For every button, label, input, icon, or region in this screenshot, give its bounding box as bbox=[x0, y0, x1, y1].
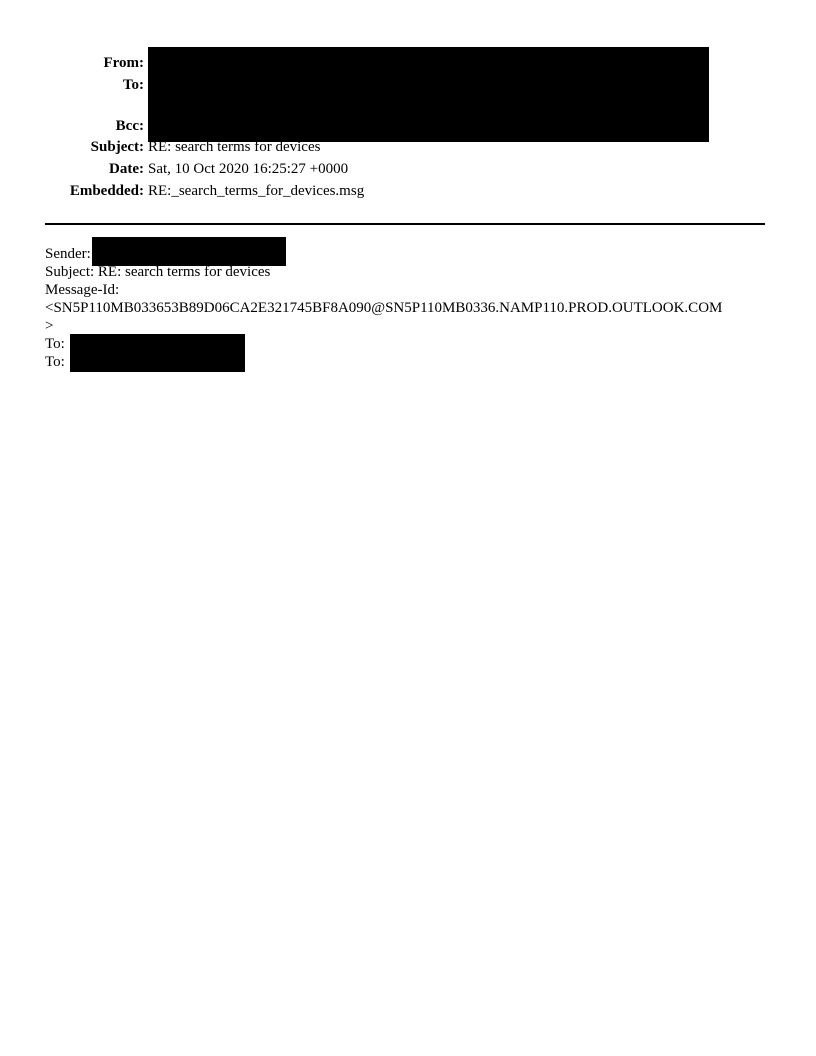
message-id-value: <SN5P110MB033653B89D06CA2E321745BF8A090@SN5P110MB0336.NAMP110.PROD.OUTLOOK.COM bbox=[45, 300, 723, 316]
to-label-2: To: bbox=[45, 354, 65, 370]
body-subject-line: Subject: RE: search terms for devices bbox=[45, 264, 271, 280]
to-label-1: To: bbox=[45, 336, 65, 352]
message-id-close: > bbox=[45, 318, 54, 334]
header-divider bbox=[45, 223, 765, 225]
bcc-label: Bcc: bbox=[115, 118, 144, 134]
date-value: Sat, 10 Oct 2020 16:25:27 +0000 bbox=[148, 161, 349, 177]
header-redaction-box bbox=[148, 47, 709, 142]
from-label: From: bbox=[103, 55, 144, 71]
embedded-value: RE:_search_terms_for_devices.msg bbox=[148, 183, 365, 199]
to-label: To: bbox=[122, 77, 144, 93]
sender-label: Sender: bbox=[45, 246, 91, 262]
sender-redaction-box bbox=[92, 237, 286, 266]
message-id-label: Message-Id: bbox=[45, 282, 120, 298]
embedded-label: Embedded: bbox=[69, 183, 144, 199]
recipients-redaction-box bbox=[70, 334, 245, 372]
subject-value: RE: search terms for devices bbox=[148, 139, 321, 155]
subject-label: Subject: bbox=[90, 139, 144, 155]
date-label: Date: bbox=[109, 161, 144, 177]
